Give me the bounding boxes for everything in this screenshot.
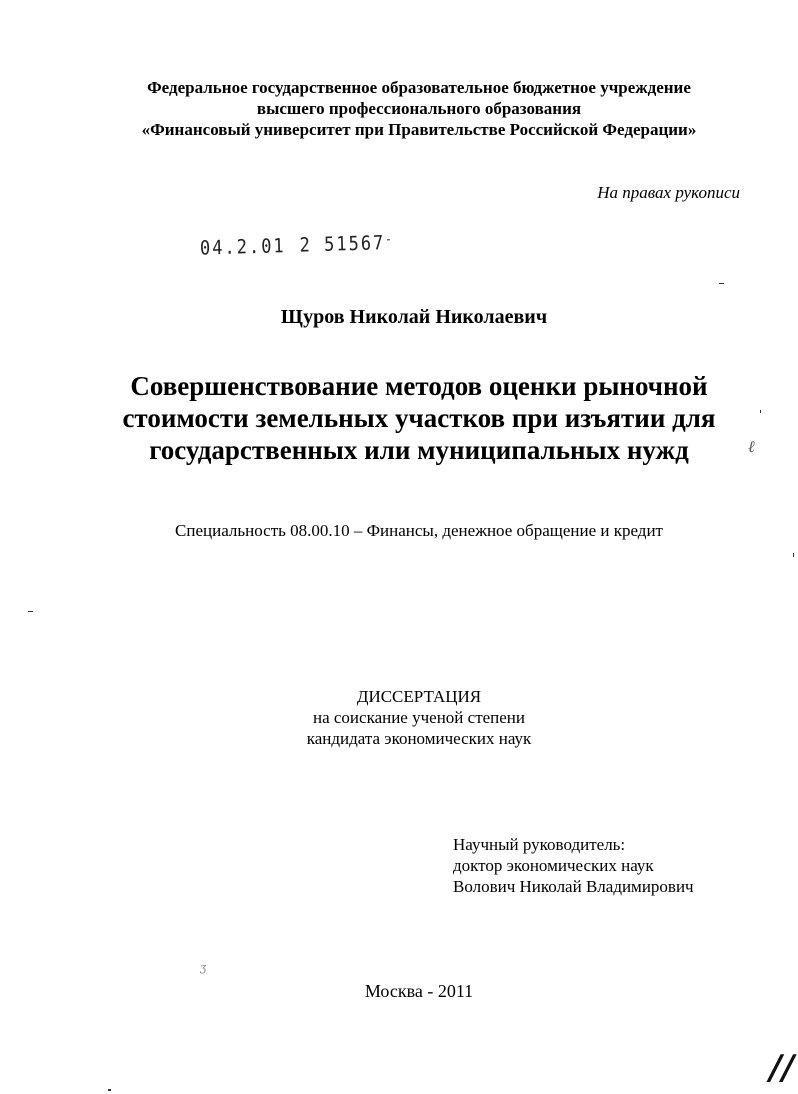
scan-speck bbox=[793, 553, 794, 557]
city-year: Москва - 2011 bbox=[364, 981, 474, 1001]
supervisor-block bbox=[453, 834, 694, 897]
title-line-3: государственных или муниципальных нужд bbox=[149, 435, 689, 465]
registry-stamp-part-2: 2 51567 bbox=[299, 231, 386, 258]
dissertation-block bbox=[20, 686, 798, 749]
supervisor-name: Волович Николай Владимирович bbox=[453, 877, 694, 896]
registry-stamp-part-1: 04.2.01 bbox=[199, 234, 286, 261]
supervisor-label: Научный руководитель: bbox=[453, 835, 626, 854]
dissertation-label: ДИССЕРТАЦИЯ bbox=[356, 687, 482, 706]
registry-stamp: 04.2.01 2 51567- bbox=[199, 231, 394, 261]
supervisor-degree: доктор экономических наук bbox=[453, 856, 654, 875]
scan-speck bbox=[719, 283, 724, 284]
author-name: Щуров Николай Николаевич bbox=[280, 306, 548, 328]
manuscript-note: На правах рукописи bbox=[597, 183, 740, 202]
institution-header bbox=[20, 77, 798, 140]
specialty-line: Специальность 08.00.10 – Финансы, денежное обращение и кредит bbox=[175, 521, 663, 540]
institution-line-2: высшего профессионального образования bbox=[256, 99, 582, 118]
institution-line-1: Федеральное государственное образовательное бюджетное учреждение bbox=[147, 78, 691, 97]
title-line-2: стоимости земельных участков при изъятии для bbox=[122, 403, 716, 433]
scan-speck bbox=[108, 1089, 111, 1091]
scan-speck bbox=[760, 410, 761, 413]
title-line-1: Совершенствование методов оценки рыночной bbox=[130, 371, 708, 401]
institution-line-3: «Финансовый университет при Правительстве Российской Федерации» bbox=[141, 120, 697, 139]
corner-mark: // bbox=[769, 1048, 794, 1088]
scan-mark: ʒ bbox=[200, 961, 207, 974]
dissertation-field-line: кандидата экономических наук bbox=[306, 729, 532, 748]
dissertation-title bbox=[20, 370, 798, 466]
scan-mark: ℓ bbox=[748, 437, 755, 456]
dissertation-degree-line: на соискание ученой степени bbox=[312, 708, 526, 727]
scan-speck bbox=[28, 611, 33, 612]
